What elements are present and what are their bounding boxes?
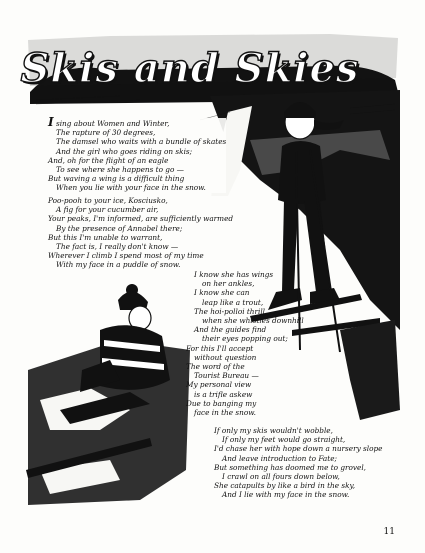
poem-line: With my face in a puddle of snow. [56,260,181,270]
drop-cap: I [48,115,54,129]
poem-line: The damsel who waits with a bundle of skates [56,137,227,147]
poem-title: Skis and Skies [20,44,360,92]
poem-line: The rapture of 30 degrees, [56,128,156,138]
poem-line: When you lie with your face in the snow. [56,183,206,193]
poem-line: A fig for your cucumber air, [56,205,159,215]
poem-line: I know she can [194,288,250,298]
stanza-3 [186,270,304,417]
poem-line: Tourist Bureau — [194,371,259,381]
poem-line: For this I'll accept [186,343,254,353]
skier-jacket [278,141,326,204]
poem-line: Due to banging my [186,398,257,408]
poem-line: Your peaks, I'm informed, are sufficiently warmed [48,214,234,224]
poem-line: By the presence of Annabel there; [56,223,183,233]
poem-line: And I lie with my face in the snow. [222,490,350,500]
poem-line: I'd chase her with hope down a nursery slope [214,444,383,454]
dark-ground-right [340,320,400,420]
poem-line: on her ankles, [202,279,255,289]
line-rest: sing about Women and Winter, [53,119,170,128]
page-number: 11 [383,527,395,537]
poem-line: The word of the [186,362,245,372]
poem-line: when she whistles downhill [202,316,304,326]
poem-line: The hoi-polloi thrill [194,306,265,316]
poem-line: But waving a wing is a difficult thing [48,174,185,184]
poem-line: Wherever I climb I spend most of my time [48,251,204,261]
poem-line [48,115,226,129]
poem-line: But something has doomed me to grovel, [214,462,366,472]
poem-line: I know she has wings [194,270,274,279]
stanza-1 [48,115,227,193]
poem-line: face in the snow. [194,408,256,418]
poem-line: And the guides find [194,325,267,335]
poem-line: Poo-pooh to your ice, Kosciusko, [48,196,168,205]
poem-line: And leave introduction to Fate; [222,453,337,463]
stanza-4 [214,426,383,500]
poem-line: And, oh for the flight of an eagle [48,155,169,165]
poem-line: leap like a trout, [202,297,264,307]
poem-line: I crawl on all fours down below, [222,472,340,482]
poem-line: without question [194,352,257,362]
poem-line: But this I'm unable to warrant, [48,232,163,242]
poem-line: She catapults by like a bird in the sky, [214,481,356,491]
poem-line: is a trifle askew [194,389,253,399]
poem-line: And the girl who goes riding on skis; [56,146,193,156]
stanza-2 [48,196,233,270]
poem-line: their eyes popping out; [202,334,288,344]
poem-line: If only my skis wouldn't wobble, [214,426,333,435]
poem-line: If only my feet would go straight, [222,435,346,445]
poem-line: To see where she happens to go — [56,165,184,175]
poem-line: The fact is, I really don't know — [56,242,179,252]
poem-line: My personal view [186,380,252,390]
